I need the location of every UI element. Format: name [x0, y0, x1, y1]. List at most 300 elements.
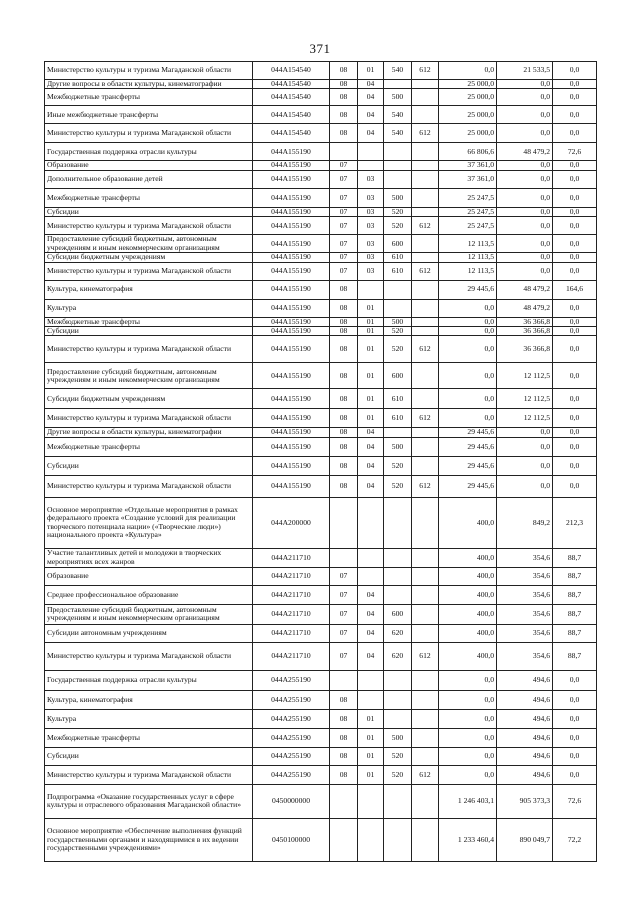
- row-value-1: 0,0: [439, 62, 497, 80]
- row-value-3: 212,3: [553, 497, 597, 548]
- row-name: Министерство культуры и туризма Магаданской области: [45, 475, 253, 497]
- row-value-2: 48 479,2: [497, 143, 553, 161]
- row-code: 044A211710: [253, 567, 330, 585]
- row-admin-code: [412, 253, 439, 262]
- row-section: 08: [330, 327, 358, 336]
- row-name: Подпрограмма «Оказание государственных услуг в сфере культуры и отраслевого образования Магаданской области»: [45, 784, 253, 818]
- row-section: 08: [330, 475, 358, 497]
- row-admin-code: 612: [412, 409, 439, 428]
- row-code: 0450000000: [253, 784, 330, 818]
- row-value-1: 29 445,6: [439, 437, 497, 456]
- row-value-3: 72,6: [553, 143, 597, 161]
- table-row: [45, 585, 597, 604]
- row-code: 044A155190: [253, 475, 330, 497]
- row-code: 044A155190: [253, 161, 330, 170]
- row-value-1: 25 247,5: [439, 217, 497, 235]
- row-subsection: 01: [358, 389, 384, 409]
- row-value-3: 0,0: [553, 124, 597, 143]
- table-row: [45, 548, 597, 567]
- row-value-2: 849,2: [497, 497, 553, 548]
- row-value-2: 905 373,3: [497, 784, 553, 818]
- row-name: Дополнительное образование детей: [45, 170, 253, 188]
- row-code: 044A255190: [253, 728, 330, 747]
- row-name: Межбюджетные трансферты: [45, 89, 253, 106]
- row-value-2: 354,6: [497, 642, 553, 670]
- row-subsection: 03: [358, 207, 384, 216]
- row-code: 044A155190: [253, 188, 330, 207]
- row-code: 044A155190: [253, 336, 330, 363]
- row-admin-code: [412, 299, 439, 317]
- row-value-2: 0,0: [497, 456, 553, 475]
- row-value-2: 12 112,5: [497, 409, 553, 428]
- row-admin-code: [412, 207, 439, 216]
- row-name: Предоставление субсидий бюджетным, автономным учреждениям и иным некоммерческим организациям: [45, 235, 253, 253]
- row-value-1: 37 361,0: [439, 161, 497, 170]
- table-row: [45, 262, 597, 280]
- row-name: Предоставление субсидий бюджетным, автономным учреждениям и иным некоммерческим организациям: [45, 363, 253, 389]
- row-admin-code: [412, 670, 439, 690]
- row-name: Образование: [45, 567, 253, 585]
- row-code: 044A155190: [253, 428, 330, 437]
- row-subsection: 04: [358, 428, 384, 437]
- row-section: 08: [330, 409, 358, 428]
- row-admin-code: [412, 89, 439, 106]
- row-value-2: 0,0: [497, 124, 553, 143]
- row-code: 044A154540: [253, 89, 330, 106]
- row-value-1: 0,0: [439, 409, 497, 428]
- row-value-2: 494,6: [497, 709, 553, 728]
- row-name: Межбюджетные трансферты: [45, 437, 253, 456]
- row-value-3: 0,0: [553, 89, 597, 106]
- row-value-1: 0,0: [439, 690, 497, 709]
- row-admin-code: 612: [412, 475, 439, 497]
- row-code: 044A255190: [253, 747, 330, 765]
- row-admin-code: [412, 585, 439, 604]
- row-section: 07: [330, 624, 358, 642]
- row-code: 044A155190: [253, 437, 330, 456]
- row-admin-code: [412, 143, 439, 161]
- row-value-3: 0,0: [553, 161, 597, 170]
- row-value-2: 494,6: [497, 728, 553, 747]
- row-code: 0450100000: [253, 818, 330, 861]
- row-name: Субсидии бюджетным учреждениям: [45, 389, 253, 409]
- table-row: [45, 690, 597, 709]
- row-expense-type: 610: [384, 409, 412, 428]
- row-section: 08: [330, 690, 358, 709]
- row-expense-type: [384, 143, 412, 161]
- row-value-2: 0,0: [497, 89, 553, 106]
- row-value-2: 0,0: [497, 188, 553, 207]
- row-value-3: 0,0: [553, 336, 597, 363]
- row-code: 044A200000: [253, 497, 330, 548]
- table-row: [45, 818, 597, 861]
- row-name: Основное мероприятие «Обеспечение выполнения функций государственными органами и находящимися в их ведении государственными учреждениями»: [45, 818, 253, 861]
- row-subsection: 01: [358, 728, 384, 747]
- table-row: [45, 106, 597, 124]
- row-subsection: 04: [358, 585, 384, 604]
- row-name: Субсидии: [45, 747, 253, 765]
- table-row: [45, 456, 597, 475]
- row-value-2: 36 366,8: [497, 327, 553, 336]
- row-section: 08: [330, 299, 358, 317]
- table-row: [45, 317, 597, 326]
- row-value-1: 12 113,5: [439, 262, 497, 280]
- row-value-1: 400,0: [439, 642, 497, 670]
- row-code: 044A155190: [253, 363, 330, 389]
- row-value-3: 0,0: [553, 709, 597, 728]
- row-code: 044A155190: [253, 262, 330, 280]
- row-section: 08: [330, 336, 358, 363]
- row-value-1: 29 445,6: [439, 475, 497, 497]
- row-name: Иные межбюджетные трансферты: [45, 106, 253, 124]
- row-value-3: 0,0: [553, 690, 597, 709]
- row-value-3: 0,0: [553, 299, 597, 317]
- row-section: 07: [330, 217, 358, 235]
- row-subsection: [358, 567, 384, 585]
- row-value-2: 0,0: [497, 217, 553, 235]
- row-subsection: [358, 280, 384, 299]
- row-value-2: 0,0: [497, 161, 553, 170]
- row-name: Государственная поддержка отрасли культуры: [45, 143, 253, 161]
- table-row: [45, 747, 597, 765]
- row-admin-code: [412, 161, 439, 170]
- row-section: 07: [330, 253, 358, 262]
- row-expense-type: 600: [384, 235, 412, 253]
- row-expense-type: [384, 299, 412, 317]
- row-section: 08: [330, 80, 358, 89]
- row-subsection: 04: [358, 437, 384, 456]
- row-value-2: 0,0: [497, 428, 553, 437]
- row-value-1: 0,0: [439, 709, 497, 728]
- row-expense-type: [384, 784, 412, 818]
- row-code: 044A155190: [253, 389, 330, 409]
- row-expense-type: 520: [384, 327, 412, 336]
- row-section: 08: [330, 280, 358, 299]
- table-row: [45, 409, 597, 428]
- table-row: [45, 299, 597, 317]
- row-subsection: 04: [358, 624, 384, 642]
- row-expense-type: 520: [384, 747, 412, 765]
- row-expense-type: [384, 585, 412, 604]
- row-subsection: 01: [358, 317, 384, 326]
- row-code: 044A155190: [253, 143, 330, 161]
- row-name: Образование: [45, 161, 253, 170]
- row-expense-type: [384, 80, 412, 89]
- row-admin-code: 612: [412, 765, 439, 784]
- table-row: [45, 62, 597, 80]
- row-section: 07: [330, 207, 358, 216]
- row-value-2: 36 366,8: [497, 336, 553, 363]
- table-row: [45, 235, 597, 253]
- row-value-1: 400,0: [439, 548, 497, 567]
- row-expense-type: 540: [384, 106, 412, 124]
- row-subsection: 04: [358, 604, 384, 624]
- table-row: [45, 389, 597, 409]
- row-value-1: 25 247,5: [439, 188, 497, 207]
- row-section: 08: [330, 747, 358, 765]
- row-code: 044A155190: [253, 327, 330, 336]
- row-value-1: 400,0: [439, 585, 497, 604]
- row-value-3: 0,0: [553, 207, 597, 216]
- row-subsection: [358, 690, 384, 709]
- row-value-2: 494,6: [497, 670, 553, 690]
- row-name: Субсидии: [45, 456, 253, 475]
- row-value-3: 0,0: [553, 80, 597, 89]
- table-row: [45, 217, 597, 235]
- row-admin-code: [412, 567, 439, 585]
- row-name: Межбюджетные трансферты: [45, 317, 253, 326]
- row-value-3: 88,7: [553, 567, 597, 585]
- row-admin-code: [412, 280, 439, 299]
- row-subsection: [358, 818, 384, 861]
- table-row: [45, 765, 597, 784]
- row-section: 08: [330, 437, 358, 456]
- row-value-2: 494,6: [497, 690, 553, 709]
- table-row: [45, 497, 597, 548]
- row-name: Субсидии: [45, 327, 253, 336]
- table-row: [45, 604, 597, 624]
- row-value-3: 0,0: [553, 765, 597, 784]
- row-subsection: 03: [358, 217, 384, 235]
- table-row: [45, 784, 597, 818]
- table-row: [45, 253, 597, 262]
- row-expense-type: [384, 170, 412, 188]
- row-subsection: 04: [358, 475, 384, 497]
- row-code: 044A155190: [253, 217, 330, 235]
- row-admin-code: 612: [412, 336, 439, 363]
- row-section: 07: [330, 235, 358, 253]
- row-expense-type: 520: [384, 475, 412, 497]
- row-expense-type: 520: [384, 456, 412, 475]
- table-row: [45, 124, 597, 143]
- row-value-2: 0,0: [497, 437, 553, 456]
- row-value-3: 0,0: [553, 62, 597, 80]
- row-value-2: 0,0: [497, 106, 553, 124]
- row-value-2: 354,6: [497, 548, 553, 567]
- row-value-1: 0,0: [439, 389, 497, 409]
- row-expense-type: [384, 690, 412, 709]
- row-section: 08: [330, 363, 358, 389]
- row-subsection: 01: [358, 709, 384, 728]
- row-expense-type: 500: [384, 317, 412, 326]
- row-admin-code: [412, 690, 439, 709]
- row-name: Министерство культуры и туризма Магаданской области: [45, 336, 253, 363]
- row-admin-code: [412, 317, 439, 326]
- row-name: Участие талантливых детей и молодежи в творческих мероприятиях всех жанров: [45, 548, 253, 567]
- row-admin-code: [412, 709, 439, 728]
- row-value-3: 0,0: [553, 217, 597, 235]
- row-subsection: [358, 143, 384, 161]
- row-value-1: 25 000,0: [439, 89, 497, 106]
- row-value-3: 0,0: [553, 253, 597, 262]
- row-code: 044A154540: [253, 80, 330, 89]
- row-section: 07: [330, 161, 358, 170]
- table-row: [45, 161, 597, 170]
- row-name: Культура: [45, 299, 253, 317]
- row-section: 07: [330, 262, 358, 280]
- row-value-3: 0,0: [553, 188, 597, 207]
- row-admin-code: 612: [412, 217, 439, 235]
- row-expense-type: 600: [384, 363, 412, 389]
- row-code: 044A211710: [253, 585, 330, 604]
- row-value-1: 66 806,6: [439, 143, 497, 161]
- row-name: Среднее профессиональное образование: [45, 585, 253, 604]
- row-code: 044A155190: [253, 207, 330, 216]
- row-admin-code: [412, 235, 439, 253]
- row-value-1: 400,0: [439, 497, 497, 548]
- row-value-3: 0,0: [553, 437, 597, 456]
- row-value-2: 0,0: [497, 170, 553, 188]
- row-admin-code: [412, 389, 439, 409]
- row-section: [330, 548, 358, 567]
- row-value-3: 88,7: [553, 585, 597, 604]
- row-expense-type: 520: [384, 765, 412, 784]
- row-admin-code: 612: [412, 124, 439, 143]
- row-subsection: 04: [358, 80, 384, 89]
- row-subsection: 01: [358, 363, 384, 389]
- row-value-1: 29 445,6: [439, 456, 497, 475]
- row-subsection: 01: [358, 747, 384, 765]
- row-section: 08: [330, 389, 358, 409]
- row-value-2: 354,6: [497, 585, 553, 604]
- row-admin-code: [412, 363, 439, 389]
- row-admin-code: [412, 80, 439, 89]
- row-expense-type: 500: [384, 437, 412, 456]
- row-value-3: 88,7: [553, 642, 597, 670]
- row-value-2: 48 479,2: [497, 280, 553, 299]
- row-value-2: 354,6: [497, 567, 553, 585]
- row-admin-code: [412, 497, 439, 548]
- row-value-2: 12 112,5: [497, 389, 553, 409]
- row-name: Субсидии автономным учреждениям: [45, 624, 253, 642]
- row-expense-type: 610: [384, 262, 412, 280]
- row-value-3: 0,0: [553, 363, 597, 389]
- row-code: 044A154540: [253, 62, 330, 80]
- row-value-3: 88,7: [553, 604, 597, 624]
- row-section: [330, 497, 358, 548]
- row-value-1: 0,0: [439, 336, 497, 363]
- table-row: [45, 143, 597, 161]
- row-section: 07: [330, 188, 358, 207]
- table-row: [45, 437, 597, 456]
- page-number: 371: [309, 41, 331, 56]
- table-row: [45, 207, 597, 216]
- row-expense-type: [384, 548, 412, 567]
- row-value-2: 0,0: [497, 475, 553, 497]
- row-code: 044A255190: [253, 709, 330, 728]
- row-name: Основное мероприятие «Отдельные мероприятия в рамках федерального проекта «Создание условий для реализации творческого потенциала нации» («Творческие люди») национального проекта «Культура»: [45, 497, 253, 548]
- row-subsection: 01: [358, 409, 384, 428]
- row-section: [330, 670, 358, 690]
- row-value-3: 0,0: [553, 409, 597, 428]
- row-section: 08: [330, 456, 358, 475]
- row-value-1: 37 361,0: [439, 170, 497, 188]
- row-value-1: 0,0: [439, 317, 497, 326]
- row-code: 044A211710: [253, 604, 330, 624]
- table-row: [45, 728, 597, 747]
- table-row: [45, 670, 597, 690]
- row-expense-type: [384, 161, 412, 170]
- row-subsection: [358, 784, 384, 818]
- row-expense-type: 520: [384, 217, 412, 235]
- row-code: 044A255190: [253, 765, 330, 784]
- row-value-1: 25 000,0: [439, 106, 497, 124]
- row-value-3: 72,2: [553, 818, 597, 861]
- row-value-3: 88,7: [553, 548, 597, 567]
- row-code: 044A155190: [253, 299, 330, 317]
- row-subsection: 03: [358, 262, 384, 280]
- row-value-3: 0,0: [553, 235, 597, 253]
- row-expense-type: [384, 709, 412, 728]
- row-expense-type: 610: [384, 253, 412, 262]
- row-value-3: 0,0: [553, 262, 597, 280]
- row-name: Предоставление субсидий бюджетным, автономным учреждениям и иным некоммерческим организациям: [45, 604, 253, 624]
- row-expense-type: [384, 497, 412, 548]
- row-name: Культура, кинематография: [45, 280, 253, 299]
- row-code: 044A155190: [253, 235, 330, 253]
- row-value-1: 0,0: [439, 363, 497, 389]
- row-name: Министерство культуры и туризма Магаданской области: [45, 217, 253, 235]
- row-section: 07: [330, 585, 358, 604]
- row-section: [330, 784, 358, 818]
- row-name: Министерство культуры и туризма Магаданской области: [45, 642, 253, 670]
- row-expense-type: 620: [384, 642, 412, 670]
- row-subsection: 03: [358, 253, 384, 262]
- row-name: Министерство культуры и туризма Магаданской области: [45, 124, 253, 143]
- row-value-3: 0,0: [553, 327, 597, 336]
- row-subsection: 01: [358, 336, 384, 363]
- row-subsection: 03: [358, 235, 384, 253]
- row-name: Министерство культуры и туризма Магаданской области: [45, 262, 253, 280]
- row-section: 08: [330, 124, 358, 143]
- row-value-1: 12 113,5: [439, 235, 497, 253]
- row-value-3: 0,0: [553, 747, 597, 765]
- row-name: Государственная поддержка отрасли культуры: [45, 670, 253, 690]
- table-row: [45, 188, 597, 207]
- row-value-3: 0,0: [553, 428, 597, 437]
- row-admin-code: [412, 188, 439, 207]
- row-name: Культура, кинематография: [45, 690, 253, 709]
- row-subsection: 04: [358, 106, 384, 124]
- row-expense-type: 610: [384, 389, 412, 409]
- row-subsection: 01: [358, 62, 384, 80]
- row-code: 044A155190: [253, 456, 330, 475]
- row-name: Культура: [45, 709, 253, 728]
- table-row: [45, 428, 597, 437]
- row-value-1: 0,0: [439, 747, 497, 765]
- row-expense-type: 520: [384, 207, 412, 216]
- row-section: 08: [330, 317, 358, 326]
- row-value-1: 1 233 460,4: [439, 818, 497, 861]
- table-row: [45, 336, 597, 363]
- row-value-1: 1 246 403,1: [439, 784, 497, 818]
- row-value-1: 25 000,0: [439, 80, 497, 89]
- row-value-1: 29 445,6: [439, 428, 497, 437]
- row-section: 08: [330, 765, 358, 784]
- row-value-2: 354,6: [497, 604, 553, 624]
- row-code: 044A154540: [253, 106, 330, 124]
- row-value-2: 36 366,8: [497, 317, 553, 326]
- row-expense-type: 620: [384, 624, 412, 642]
- table-row: [45, 363, 597, 389]
- row-value-2: 0,0: [497, 253, 553, 262]
- row-expense-type: 500: [384, 728, 412, 747]
- row-value-2: 354,6: [497, 624, 553, 642]
- row-expense-type: 540: [384, 62, 412, 80]
- row-value-2: 890 049,7: [497, 818, 553, 861]
- row-code: 044A155190: [253, 317, 330, 326]
- row-section: 08: [330, 89, 358, 106]
